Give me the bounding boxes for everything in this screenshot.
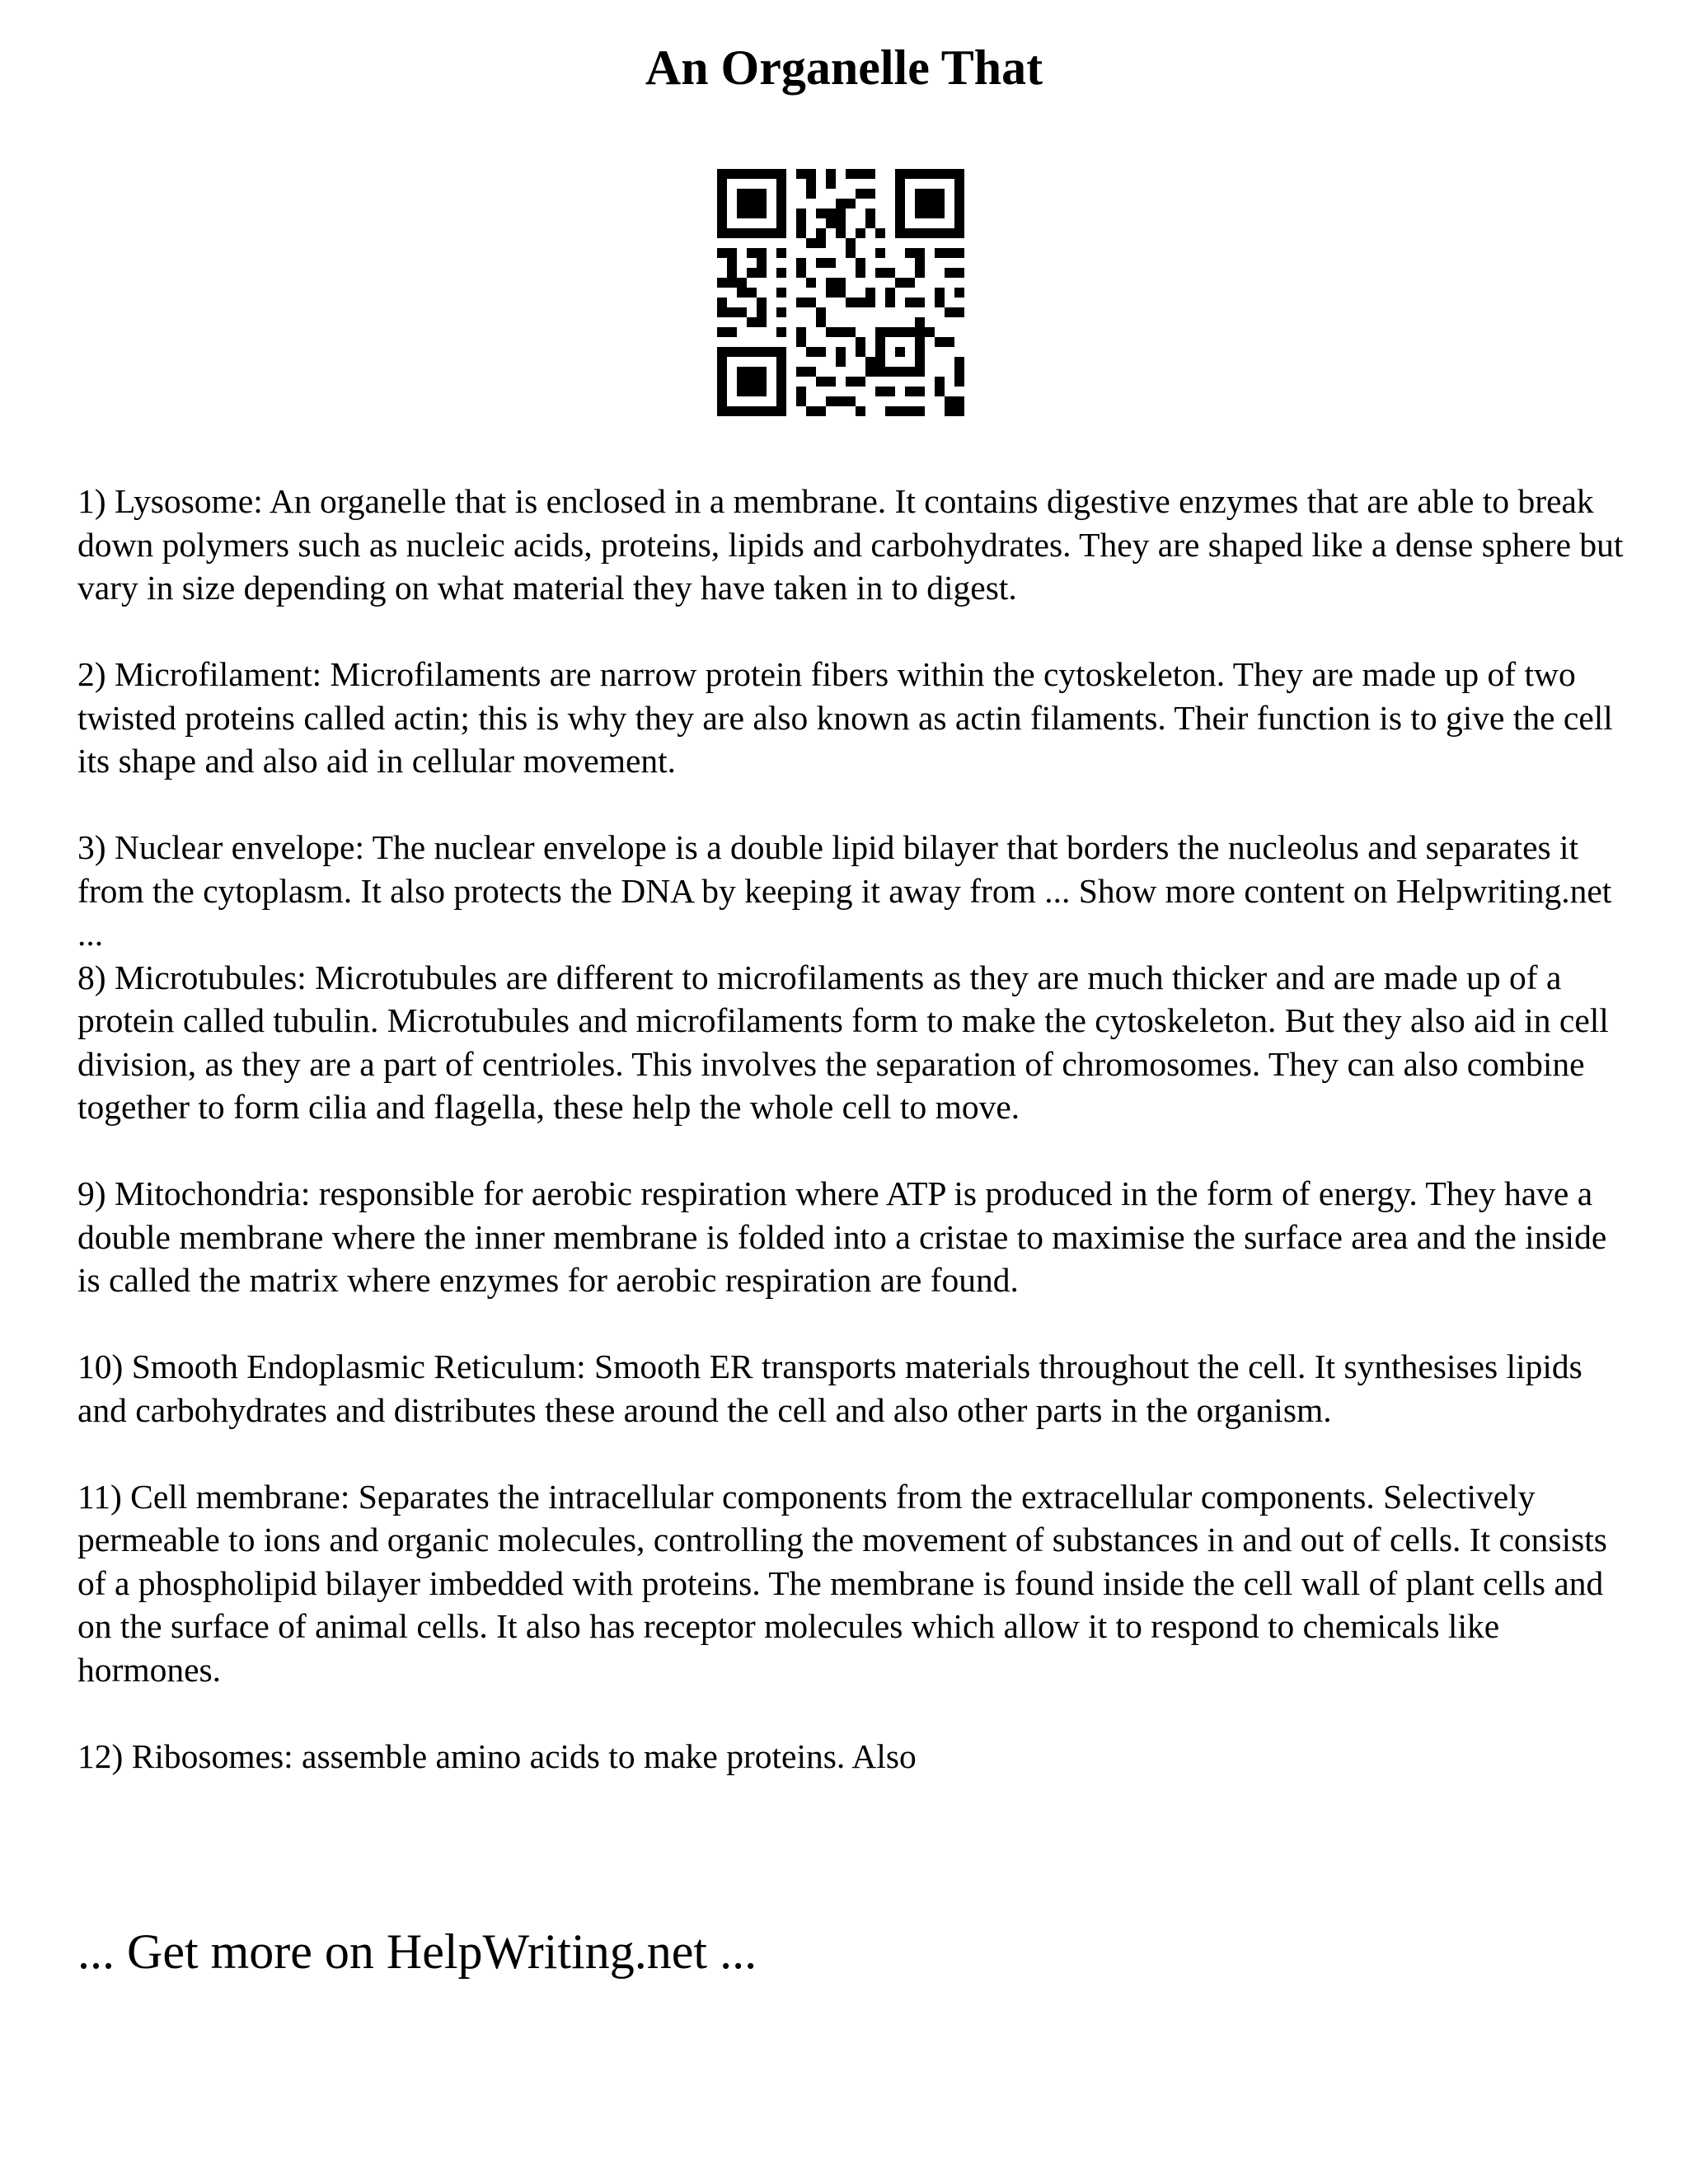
get-more-link[interactable]: ... Get more on HelpWriting.net ... xyxy=(77,1924,757,1979)
paragraph-smooth-er: 10) Smooth Endoplasmic Reticulum: Smooth ER transports materials throughout the cell. It synthesises lipids and carbohydrates and distributes these around the cell and also other parts in the organism. xyxy=(77,1347,1582,1429)
paragraph-microtubules: 8) Microtubules: Microtubules are different to microfilaments as they are much thicker and are made up of a protein called tubulin. Microtubules and microfilaments form to make the cytoskeleton. But they also aid in cell division, as they are a part of centrioles. This involves the separation of chromosomes. They can also combine together to form cilia and flagella, these help the whole cell to move. xyxy=(77,958,1609,1126)
paragraph-mitochondria: 9) Mitochondria: responsible for aerobic respiration where ATP is produced in the form of energy. They have a double membrane where the inner membrane is folded into a cristae to maximise the surface area and the inside is called the matrix where enzymes for aerobic respiration are found. xyxy=(77,1174,1607,1299)
paragraph-spacer xyxy=(77,1129,1635,1173)
paragraph-spacer xyxy=(77,783,1635,827)
paragraph-spacer xyxy=(77,1691,1635,1735)
paragraph-spacer xyxy=(77,1432,1635,1475)
paragraph-spacer xyxy=(77,1302,1635,1346)
paragraph-cell-membrane: 11) Cell membrane: Separates the intracellular components from the extracellular components. Selectively permeable to ions and organic molecules, controlling the movement of substances in and out of cells. It consists of a phospholipid bilayer imbedded with proteins. The membrane is found inside the cell wall of plant cells and on the surface of animal cells. It also has receptor molecules which allow it to respond to chemicals like hormones. xyxy=(77,1477,1607,1689)
paragraph-microfilament: 2) Microfilament: Microfilaments are narrow protein fibers within the cytoskeleton. They are made up of two twisted proteins called actin; this is why they are also known as actin filaments. Their function is to give the cell its shape and also aid in cellular movement. xyxy=(77,655,1613,780)
paragraph-lysosome: 1) Lysosome: An organelle that is enclosed in a membrane. It contains digestive enzymes that are able to break down polymers such as nucleic acids, proteins, lipids and carbohydrates. They are shaped like a dense sphere but vary in size depending on what material they have taken in to digest. xyxy=(77,482,1624,607)
document-body xyxy=(77,480,1635,1778)
paragraph-spacer xyxy=(77,610,1635,654)
paragraph-nuclear-envelope: 3) Nuclear envelope: The nuclear envelope is a double lipid bilayer that borders the nucleolus and separates it from the cytoplasm. It also protects the DNA by keeping it away from ... Show more content on Helpwriting.net ... xyxy=(77,828,1612,953)
paragraph-ribosomes: 12) Ribosomes: assemble amino acids to make proteins. Also xyxy=(77,1736,917,1775)
qr-code-icon xyxy=(717,169,964,416)
page-title: An Organelle That xyxy=(645,40,1043,95)
